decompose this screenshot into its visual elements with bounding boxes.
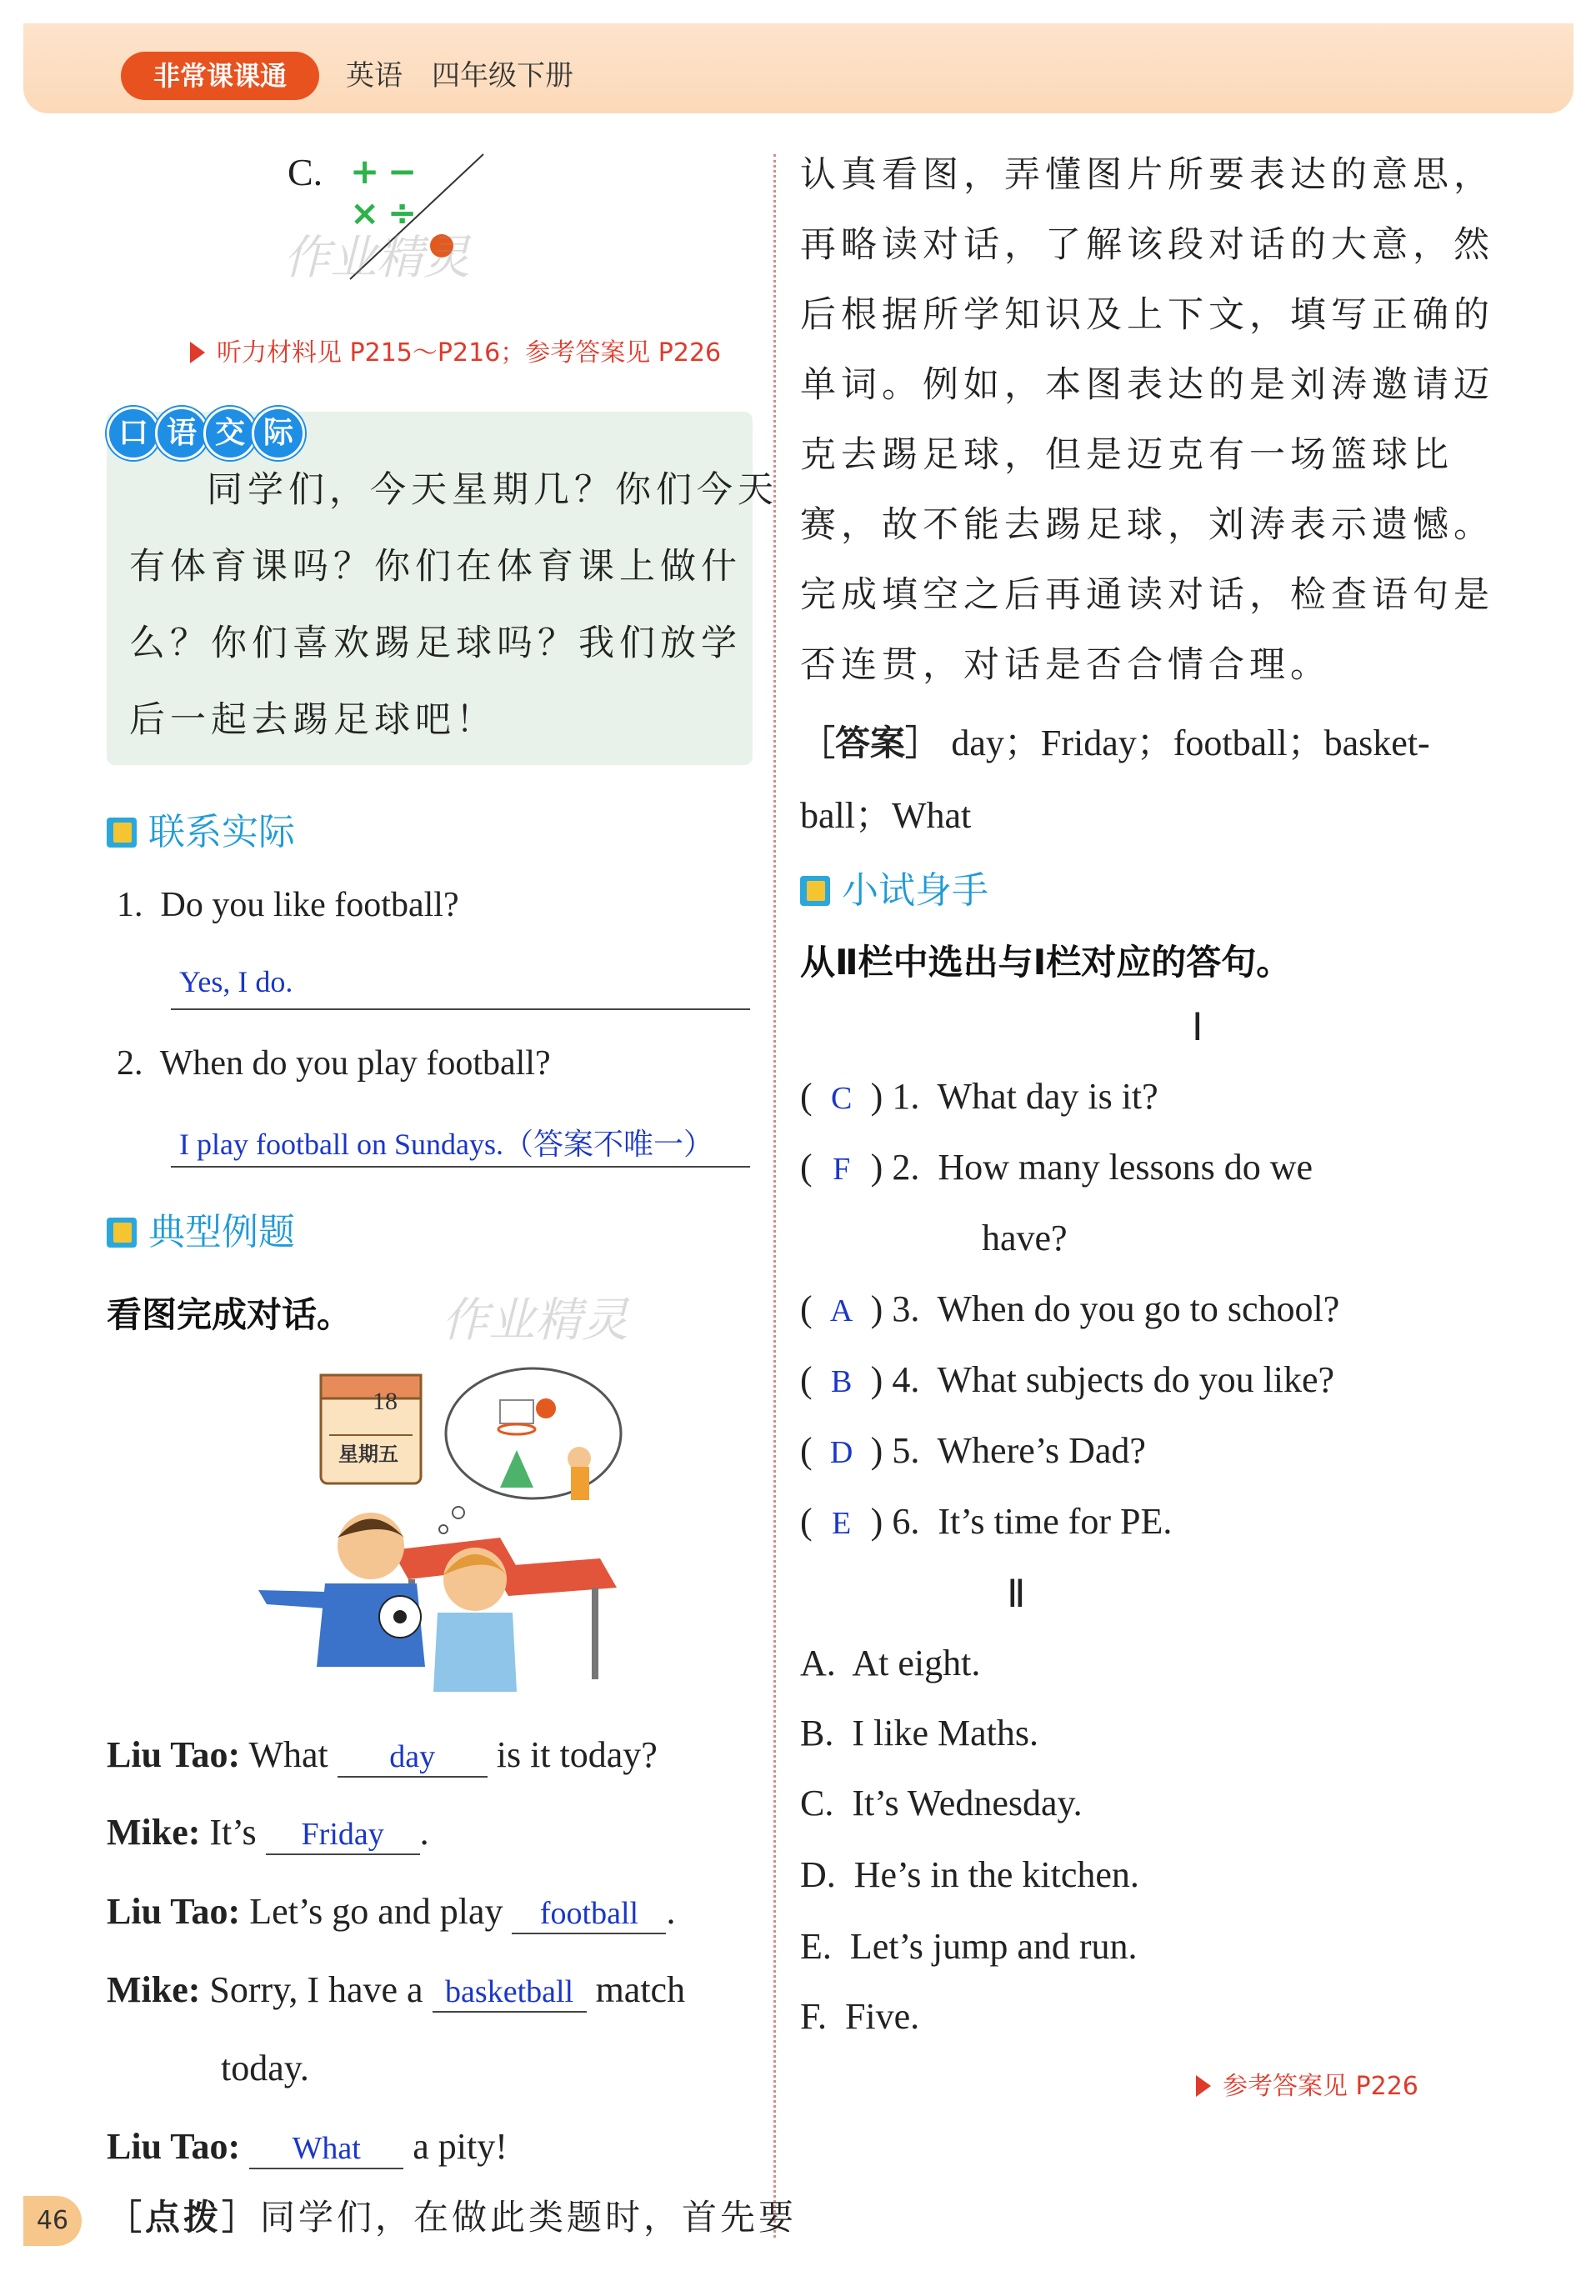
dialogue-line-2: Mike: It’s Friday . [107, 1811, 429, 1855]
oral-line: 有体育课吗？你们在体育课上做什 [129, 546, 742, 588]
svg-text:×: × [350, 193, 380, 233]
dialogue-line-4: Mike: Sorry, I have a basketball match [107, 1968, 685, 2013]
oral-title-char: 语 [155, 407, 208, 460]
match-question-6: ( E ) 6. It’s time for PE. [800, 1501, 1173, 1542]
example-section-title: 典型例题 [107, 1202, 295, 1255]
dialogue-answer-3: football [539, 1896, 639, 1931]
match-question-4: ( B ) 4. What subjects do you like? [800, 1359, 1335, 1400]
practice-question-2: 2. When do you play football? [117, 1044, 551, 1083]
dialogue-line-4-cont: today. [221, 2048, 309, 2088]
tip-start: ［点拨］同学们，在做此类题时，首先要 [107, 2197, 798, 2238]
dialogue-answer-1: day [389, 1739, 436, 1774]
book-icon [107, 1218, 137, 1248]
answer-line-2: ball；What [800, 795, 972, 836]
option-c: C. It’s Wednesday. [800, 1783, 1083, 1823]
tip-line: 再略读对话，了解该段对话的大意，然 [800, 224, 1494, 266]
match-question-5: ( D ) 5. Where’s Dad? [800, 1430, 1146, 1471]
watermark-top: 作业精灵 [283, 231, 470, 285]
tip-line: 赛，故不能去踢足球，刘涛表示遗憾。 [800, 504, 1494, 546]
tip-line: 否连贯，对话是否合情合理。 [800, 644, 1331, 686]
arrow-right-icon [190, 342, 205, 363]
practice-answer-1: Yes, I do. [179, 965, 293, 998]
tip-line: 完成填空之后再通读对话，检查语句是 [800, 574, 1494, 616]
match-instruction: 从Ⅱ栏中选出与Ⅰ栏对应的答句。 [800, 942, 1292, 983]
svg-text:+: + [350, 151, 380, 192]
option-c-label: C. [288, 151, 323, 193]
oral-line: 同学们，今天星期几？你们今天 [207, 469, 778, 511]
calendar-weekday: 星期五 [338, 1443, 398, 1466]
dialogue-answer-4: basketball [445, 1974, 574, 2009]
brand-label: 非常课课通 [121, 52, 319, 100]
oral-title-char: 口 [107, 407, 160, 460]
oral-title-char: 交 [203, 407, 257, 460]
example-task: 看图完成对话。 [107, 1294, 353, 1335]
watermark-mid: 作业精灵 [442, 1293, 628, 1348]
tip-line: 认真看图，弄懂图片所要表达的意思， [800, 154, 1494, 196]
book-icon [800, 876, 830, 906]
dialogue-line-3: Liu Tao: Let’s go and play football . [107, 1890, 675, 1934]
dialogue-line-1: Liu Tao: What day is it today? [107, 1733, 658, 1778]
book-icon [107, 818, 137, 848]
reference-bottom: 参考答案见 P226 [1196, 2065, 1418, 2102]
practice-section-title: 联系实际 [107, 802, 295, 855]
answer-line-1: ［答案］ day；Friday；football；basket- [800, 723, 1430, 763]
tip-line: 后根据所学知识及上下文，填写正确的 [800, 294, 1494, 336]
option-a: A. At eight. [800, 1643, 981, 1683]
match-question-3: ( A ) 3. When do you go to school? [800, 1288, 1340, 1329]
oral-practice-title [107, 407, 300, 458]
subject-label: 英语 [346, 59, 403, 93]
option-b: B. I like Maths. [800, 1713, 1038, 1753]
illustration [250, 1367, 625, 1692]
practice-answer-2: I play football on Sundays.（答案不唯一） [179, 1128, 713, 1161]
svg-text:÷: ÷ [388, 193, 418, 233]
tip-line: 克去踢足球，但是迈克有一场篮球比 [800, 434, 1453, 476]
reference-top: 听力材料见 P215～P216；参考答案见 P226 [190, 332, 721, 368]
dialogue-line-5: Liu Tao: What a pity! [107, 2125, 508, 2169]
option-e: E. Let’s jump and run. [800, 1926, 1138, 1967]
try-section-title: 小试身手 [800, 860, 988, 913]
oral-line: 后一起去踢足球吧！ [129, 699, 497, 741]
column-1-title: Ⅰ [1192, 1006, 1203, 1048]
arrow-right-icon [1196, 2075, 1211, 2097]
match-question-1: ( C ) 1. What day is it? [800, 1076, 1158, 1117]
svg-text:−: − [388, 151, 418, 192]
option-f: F. Five. [800, 1996, 920, 2037]
column-2-title: Ⅱ [1007, 1573, 1026, 1615]
option-d: D. He’s in the kitchen. [800, 1854, 1139, 1895]
dialogue-answer-5: What [292, 2131, 361, 2166]
page-number: 46 [23, 2196, 82, 2246]
grade-label: 四年级下册 [432, 59, 573, 93]
dialogue-answer-2: Friday [301, 1817, 384, 1852]
oral-line: 么？你们喜欢踢足球吗？我们放学 [129, 623, 742, 664]
oral-title-char: 际 [252, 407, 305, 460]
practice-question-1: 1. Do you like football? [117, 886, 459, 924]
calendar-day: 18 [373, 1388, 398, 1415]
match-question-2: ( F ) 2. How many lessons do we [800, 1147, 1313, 1188]
match-question-2-cont: have? [982, 1218, 1068, 1258]
tip-line: 单词。例如，本图表达的是刘涛邀请迈 [800, 364, 1494, 406]
